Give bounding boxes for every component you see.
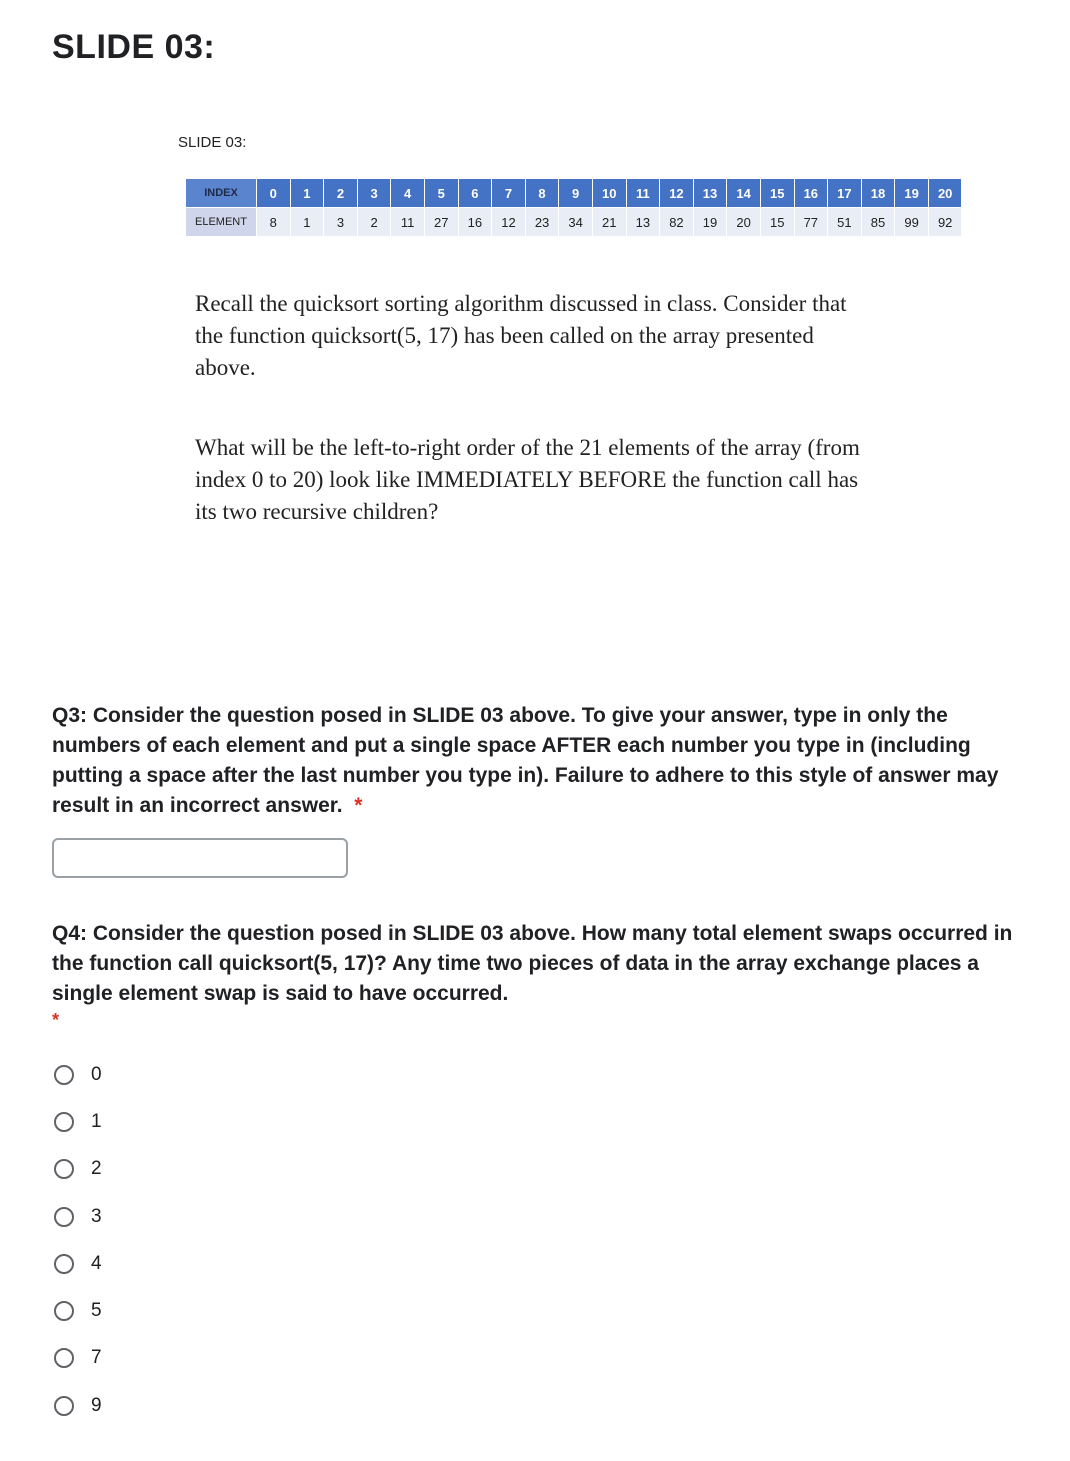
index-cell: 2 [324,179,358,208]
element-cell: 99 [895,208,929,237]
q4-option-label: 7 [91,1347,102,1369]
radio-button[interactable] [54,1207,74,1227]
q4-option[interactable] [54,1051,102,1098]
q4-option-label: 4 [91,1252,102,1274]
index-cell: 11 [626,179,660,208]
index-cell: 12 [660,179,694,208]
index-cell: 19 [895,179,929,208]
q4-option[interactable] [54,1193,102,1240]
radio-button[interactable] [54,1348,74,1368]
q4-option[interactable] [54,1287,102,1334]
element-cell: 13 [626,208,660,237]
q4-text: Q4: Consider the question posed in SLIDE 03 above. How many total element swaps occurred in the function call quicksort(5, 17)? Any time two pieces of data in the array exchange places a single element swap is said to have occurred. [52,922,1013,1005]
index-cell: 0 [257,179,291,208]
q3-required-mark: * [354,794,363,817]
element-cell: 27 [424,208,458,237]
q4-option-label: 9 [91,1394,102,1416]
q3-answer-input[interactable] [52,838,348,878]
q4-option[interactable] [54,1335,102,1382]
slide-paragraph-1: Recall the quicksort sorting algorithm discussed in class. Consider that the function quicksort(5, 17) has been called on the array presented above. [195,291,847,380]
element-cell: 1 [290,208,324,237]
element-label: ELEMENT [186,208,257,237]
q4-options [54,1051,102,1429]
index-cell: 3 [357,179,391,208]
q4-option[interactable] [54,1382,102,1429]
q4-question [52,919,1032,1009]
element-cell: 34 [559,208,593,237]
index-cell: 13 [693,179,727,208]
element-cell: 16 [458,208,492,237]
index-cell: 6 [458,179,492,208]
element-cell: 11 [391,208,425,237]
slide-paragraph-2: What will be the left-to-right order of the 21 elements of the array (from index 0 to 20) look like IMMEDIATELY BEFORE the function call has its two recursive children? [195,435,860,524]
index-cell: 14 [727,179,761,208]
index-cell: 15 [760,179,794,208]
index-cell: 16 [794,179,828,208]
q4-option-label: 2 [91,1158,102,1180]
element-cell: 12 [492,208,526,237]
q4-option-label: 5 [91,1300,102,1322]
element-cell: 15 [760,208,794,237]
element-cell: 2 [357,208,391,237]
index-cell: 8 [525,179,559,208]
radio-button[interactable] [54,1254,74,1274]
index-cell: 20 [928,179,962,208]
radio-button[interactable] [54,1112,74,1132]
element-cell: 51 [828,208,862,237]
index-cell: 7 [492,179,526,208]
q3-text: Q3: Consider the question posed in SLIDE 03 above. To give your answer, type in only the numbers of each element and put a single space AFTER each number you type in (including putting a space after the last number you type in). Failure to adhere to this style of answer may result in an incorrect answer. [52,704,999,817]
array-table [186,179,962,236]
element-cell: 23 [525,208,559,237]
index-cell: 9 [559,179,593,208]
slide-label: SLIDE 03: [178,134,247,151]
element-cell: 77 [794,208,828,237]
index-cell: 5 [424,179,458,208]
page-heading: SLIDE 03: [52,28,216,66]
q4-option[interactable] [54,1146,102,1193]
q4-option-label: 3 [91,1205,102,1227]
q4-option[interactable] [54,1240,102,1287]
element-cell: 3 [324,208,358,237]
index-row [186,179,962,208]
element-cell: 8 [257,208,291,237]
q4-option-label: 1 [91,1110,102,1132]
element-cell: 19 [693,208,727,237]
element-row [186,208,962,237]
radio-button[interactable] [54,1065,74,1085]
radio-button[interactable] [54,1301,74,1321]
q3-question [52,701,1032,821]
q4-option-label: 0 [91,1063,102,1085]
index-cell: 10 [592,179,626,208]
element-cell: 20 [727,208,761,237]
radio-button[interactable] [54,1159,74,1179]
q4-option[interactable] [54,1098,102,1145]
index-cell: 4 [391,179,425,208]
index-cell: 1 [290,179,324,208]
element-cell: 82 [660,208,694,237]
element-cell: 21 [592,208,626,237]
element-cell: 92 [928,208,962,237]
index-label: INDEX [186,179,257,208]
q4-required-mark: * [52,1010,60,1030]
radio-button[interactable] [54,1396,74,1416]
index-cell: 18 [861,179,895,208]
index-cell: 17 [828,179,862,208]
element-cell: 85 [861,208,895,237]
